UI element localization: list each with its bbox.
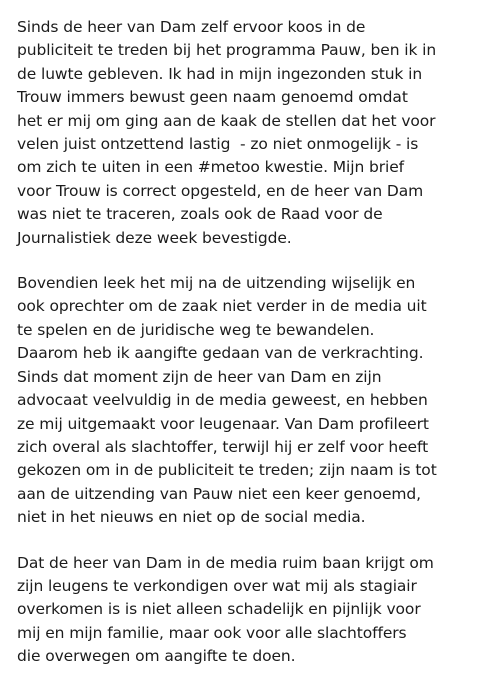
text-line: gekozen om in de publiciteit te treden; zijn naam is tot xyxy=(17,461,437,480)
text-line: was niet te traceren, zoals ook de Raad voor de xyxy=(17,205,383,224)
text-line: Trouw immers bewust geen naam genoemd omdat xyxy=(17,88,408,107)
text-line: voor Trouw is correct opgesteld, en de heer van Dam xyxy=(17,181,424,200)
paragraph-1 xyxy=(17,16,487,250)
text-line: ook oprechter om de zaak niet verder in de media uit xyxy=(17,297,427,316)
text-line: publiciteit te treden bij het programma Pauw, ben ik in xyxy=(17,41,437,60)
text-line: de luwte gebleven. Ik had in mijn ingezonden stuk in xyxy=(17,64,423,83)
text-line: zich overal als slachtoffer, terwijl hij er zelf voor heeft xyxy=(17,437,429,456)
text-line: Dat de heer van Dam in de media ruim baan krijgt om xyxy=(17,553,434,572)
text-line: aan de uitzending van Pauw niet een keer genoemd, xyxy=(17,484,421,503)
text-line: mij en mijn familie, maar ook voor alle slachtoffers xyxy=(17,623,407,642)
text-line: Daarom heb ik aangifte gedaan van de verkrachting. xyxy=(17,344,424,363)
paragraph-2 xyxy=(17,272,487,529)
text-line: zijn leugens te verkondigen over wat mij als stagiair xyxy=(17,576,417,595)
text-line: Bovendien leek het mij na de uitzending wijselijk en xyxy=(17,274,416,293)
text-line: om zich te uiten in een #metoo kwestie. Mijn brief xyxy=(17,158,405,177)
text-line: te spelen en de juridische weg te bewandelen. xyxy=(17,320,375,339)
text-line: het er mij om ging aan de kaak de stellen dat het voor xyxy=(17,111,436,130)
text-line: Sinds de heer van Dam zelf ervoor koos in de xyxy=(17,18,366,36)
text-line: die overwegen om aangifte te doen. xyxy=(17,647,296,666)
text-line: Sinds dat moment zijn de heer van Dam en zijn xyxy=(17,367,382,386)
text-line: velen juist ontzettend lastig - zo niet onmogelijk - is xyxy=(17,135,419,154)
text-line: Journalistiek deze week bevestigde. xyxy=(17,228,292,247)
text-line: overkomen is is niet alleen schadelijk en pijnlijk voor xyxy=(17,600,421,619)
text-line: advocaat veelvuldig in de media geweest, en hebben xyxy=(17,391,428,410)
paragraph-3 xyxy=(17,552,487,669)
text-line: ze mij uitgemaakt voor leugenaar. Van Dam profileert xyxy=(17,414,429,433)
statement-document xyxy=(17,16,487,669)
text-line: niet in het nieuws en niet op de social media. xyxy=(17,508,366,527)
